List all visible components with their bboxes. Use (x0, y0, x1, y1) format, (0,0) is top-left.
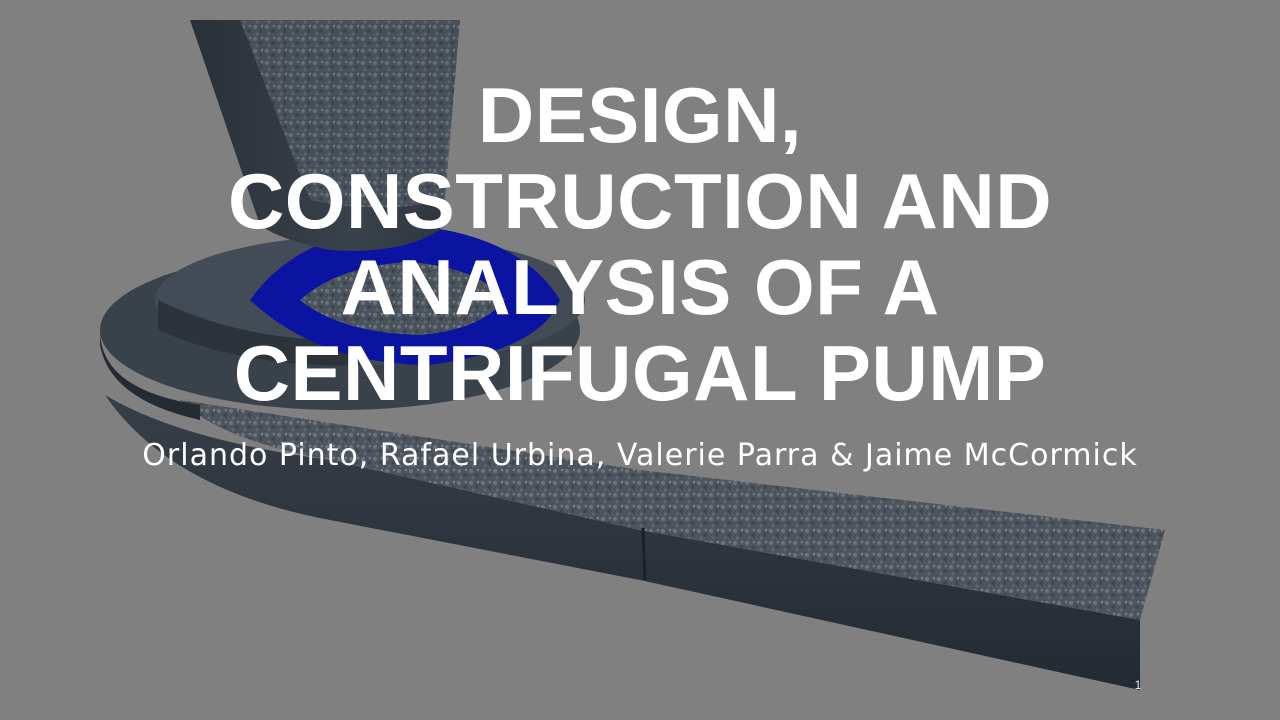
slide-title (140, 72, 1140, 416)
slide-number: 1 (1134, 678, 1142, 692)
slide-authors: Orlando Pinto, Rafael Urbina, Valerie Parra & Jaime McCormick (142, 438, 1138, 473)
title-line-3: ANALYSIS OF A (340, 243, 940, 331)
title-line-1: DESIGN, (477, 71, 803, 159)
title-line-4: CENTRIFUGAL PUMP (233, 329, 1047, 417)
title-line-2: CONSTRUCTION AND (227, 157, 1053, 245)
